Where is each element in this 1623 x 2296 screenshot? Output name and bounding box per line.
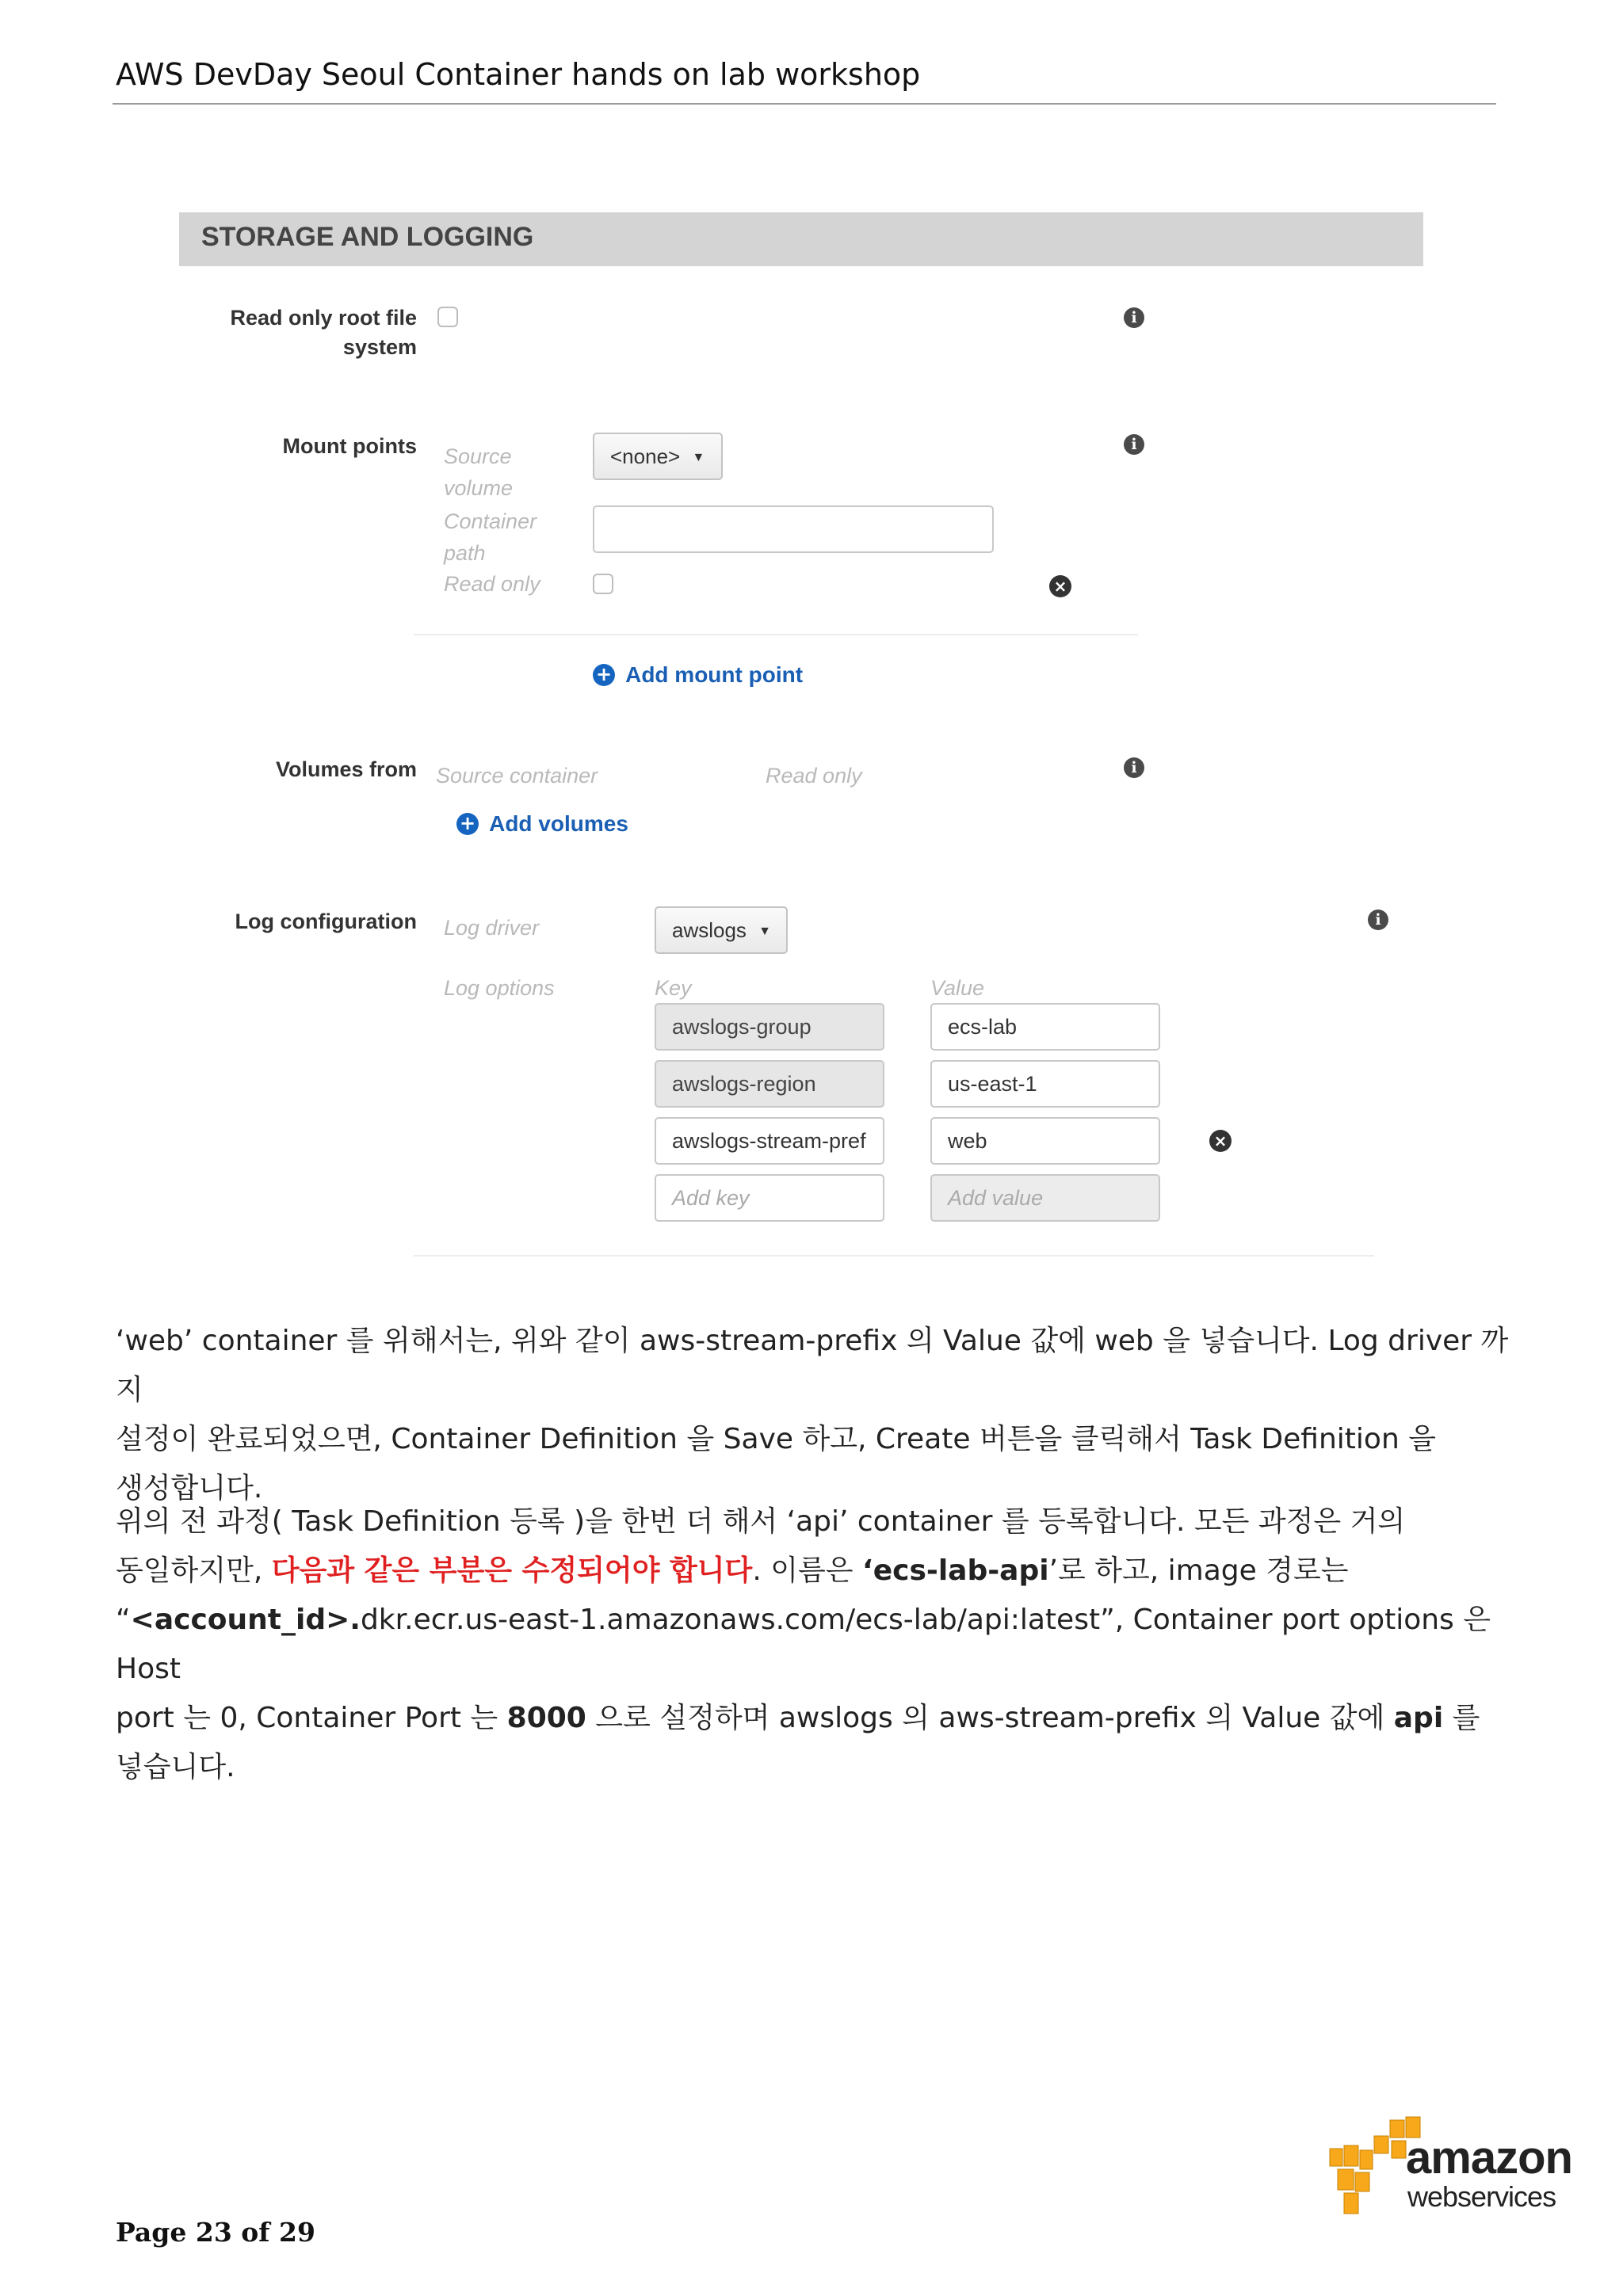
source-volume-label-line2: volume bbox=[444, 476, 514, 500]
source-volume-label bbox=[444, 441, 513, 504]
paragraph2-text: ’로 하고, image 경로는 bbox=[1048, 1554, 1349, 1587]
api-bold: api bbox=[1393, 1702, 1444, 1734]
highlighted-warning-text: 다음과 같은 부분은 수정되어야 합니다 bbox=[271, 1554, 753, 1587]
source-volume-label-line1: Source bbox=[444, 444, 512, 468]
volumes-from-label: Volumes from bbox=[275, 757, 417, 781]
mount-read-only-label: Read only bbox=[444, 572, 540, 596]
add-value-input[interactable]: Add value bbox=[930, 1174, 1160, 1222]
log-option-key-input[interactable]: awslogs-group bbox=[655, 1003, 884, 1051]
log-option-key-input[interactable]: awslogs-stream-pref bbox=[655, 1117, 884, 1165]
remove-log-option-icon[interactable]: × bbox=[1209, 1130, 1232, 1152]
account-id-bold: <account_id>. bbox=[130, 1604, 361, 1636]
caret-down-icon: ▼ bbox=[692, 451, 705, 464]
mount-read-only-checkbox[interactable] bbox=[593, 574, 613, 594]
paragraph1-line1: ‘web’ container 를 위해서는, 위와 같이 aws-stream-prefix 의 Value 값에 web 을 넣습니다. Log driver 까지 bbox=[116, 1325, 1509, 1406]
paragraph2-line5: 넣습니다. bbox=[116, 1751, 235, 1783]
paragraph1-line3: 생성합니다. bbox=[116, 1472, 263, 1505]
paragraph2-text: 를 bbox=[1443, 1702, 1480, 1734]
paragraph2-text: 동일하지만, bbox=[116, 1554, 272, 1587]
paragraph-web-container bbox=[116, 1317, 1510, 1513]
caret-down-icon: ▼ bbox=[758, 925, 772, 938]
paragraph2-text: . 이름은 bbox=[752, 1554, 863, 1587]
container-path-label bbox=[444, 505, 537, 569]
page-number: Page 23 of 29 bbox=[116, 2217, 315, 2248]
add-mount-point-button[interactable] bbox=[593, 662, 803, 688]
paragraph-api-container bbox=[116, 1497, 1510, 1792]
add-volumes-label: Add volumes bbox=[489, 811, 628, 836]
paragraph2-text: “ bbox=[116, 1604, 131, 1636]
key-column-header: Key bbox=[655, 976, 692, 1000]
remove-mount-point-icon[interactable]: × bbox=[1049, 575, 1071, 597]
paragraph2-line1: 위의 전 과정( Task Definition 등록 )을 한번 더 해서 ‘api’ container 를 등록합니다. 모든 과정은 거의 bbox=[116, 1505, 1406, 1538]
add-volumes-button[interactable] bbox=[456, 811, 628, 837]
info-icon[interactable]: i bbox=[1368, 910, 1388, 930]
log-driver-value: awslogs bbox=[672, 918, 747, 942]
paragraph2-text: dkr.ecr.us-east-1.amazonaws.com/ecs-lab/api:latest”, Container port options 은 Host bbox=[116, 1604, 1491, 1685]
read-only-root-checkbox[interactable] bbox=[437, 307, 458, 327]
section-title: STORAGE AND LOGGING bbox=[201, 222, 534, 252]
mount-points-label: Mount points bbox=[282, 434, 417, 458]
container-path-label-line2: path bbox=[444, 541, 486, 565]
paragraph2-text: port 는 0, Container Port 는 bbox=[116, 1702, 507, 1734]
document-header-title: AWS DevDay Seoul Container hands on lab workshop bbox=[116, 57, 921, 92]
plus-icon: + bbox=[456, 813, 479, 835]
log-option-value-input[interactable]: ecs-lab bbox=[930, 1003, 1160, 1051]
info-icon[interactable]: i bbox=[1124, 434, 1144, 455]
read-only-root-label-line2: system bbox=[342, 335, 417, 359]
read-only-root-label-line1: Read only root file bbox=[230, 306, 417, 330]
read-only-root-label bbox=[179, 306, 417, 360]
info-icon[interactable]: i bbox=[1124, 757, 1144, 778]
source-volume-dropdown[interactable] bbox=[593, 433, 723, 480]
add-mount-point-label: Add mount point bbox=[625, 662, 804, 687]
log-option-key-input[interactable]: awslogs-region bbox=[655, 1060, 884, 1108]
paragraph2-line4 bbox=[116, 1694, 1510, 1743]
port-bold: 8000 bbox=[506, 1702, 586, 1734]
source-container-label: Source container bbox=[436, 764, 598, 788]
log-driver-label: Log driver bbox=[444, 916, 540, 940]
log-options-label: Log options bbox=[444, 976, 555, 1000]
paragraph2-text: 으로 설정하며 awslogs 의 aws-stream-prefix 의 Value 값에 bbox=[586, 1702, 1394, 1734]
info-icon[interactable]: i bbox=[1124, 307, 1144, 328]
paragraph1-line2: 설정이 완료되었으면, Container Definition 을 Save 하고, Create 버튼을 클릭해서 Task Definition 을 bbox=[116, 1423, 1436, 1455]
aws-logo-word-amazon: amazon bbox=[1406, 2132, 1572, 2183]
api-name-bold: ‘ecs-lab-api bbox=[862, 1554, 1049, 1587]
header-rule bbox=[113, 103, 1496, 105]
log-option-value-input[interactable]: web bbox=[930, 1117, 1160, 1165]
log-configuration-label: Log configuration bbox=[235, 910, 417, 933]
volumes-read-only-label: Read only bbox=[766, 764, 862, 788]
value-column-header: Value bbox=[930, 976, 985, 1000]
log-driver-dropdown[interactable] bbox=[655, 906, 788, 954]
mount-points-divider bbox=[414, 634, 1138, 635]
plus-icon: + bbox=[593, 664, 615, 686]
log-option-value-input[interactable]: us-east-1 bbox=[930, 1060, 1160, 1108]
paragraph2-line2 bbox=[116, 1547, 1510, 1596]
aws-logo-word-webservices: webservices bbox=[1407, 2180, 1556, 2213]
container-path-input[interactable] bbox=[593, 505, 994, 553]
container-path-label-line1: Container bbox=[444, 509, 537, 533]
source-volume-value: <none> bbox=[610, 444, 681, 468]
log-configuration-divider bbox=[414, 1255, 1374, 1257]
add-key-input[interactable]: Add key bbox=[655, 1174, 884, 1222]
paragraph2-line3 bbox=[116, 1596, 1510, 1694]
